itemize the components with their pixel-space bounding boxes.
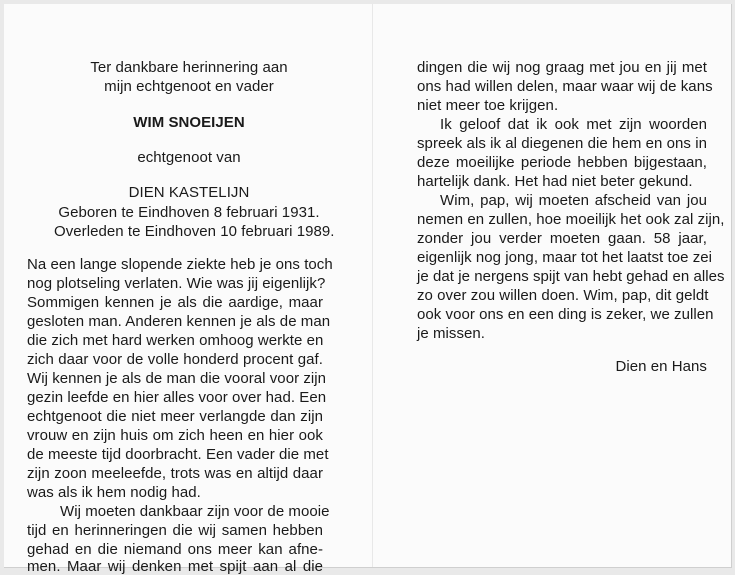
text-line: Wij kennen je als de man die vooral voor zijn	[27, 370, 327, 387]
text-line: zich daar voor de volle honderd procent gaf.	[27, 351, 323, 368]
intro-line-1: Ter dankbare herinnering aan	[90, 59, 288, 76]
text-line: je missen.	[417, 325, 486, 342]
text-line: Ik geloof dat ik ook met zijn woorden	[440, 116, 707, 133]
text-line: Wij moeten dankbaar zijn voor de mooie	[60, 503, 330, 520]
text-line: vrouw en zijn huis om zich heen en hier ook	[27, 427, 323, 444]
text-line: tijd en herinneringen die wij samen hebben	[27, 522, 323, 539]
text-line: was als ik hem nodig had.	[27, 484, 201, 501]
text-line: zo over zou willen doen. Wim, pap, dit geldt	[417, 287, 709, 304]
text-line: men. Maar wij denken met spijt aan al die	[27, 558, 323, 575]
center-fold	[372, 4, 373, 567]
text-line: ook voor ons en een ding is zeker, we zullen	[417, 306, 714, 323]
text-line: Wim, pap, wij moeten afscheid van jou	[440, 192, 707, 209]
birth-line: Geboren te Eindhoven 8 februari 1931.	[58, 204, 320, 221]
text-line: deze moeilijke periode hebben bijgestaan,	[417, 154, 707, 171]
deceased-name: WIM SNOEIJEN	[133, 114, 245, 131]
text-line: spreek als ik al diegenen die hem en ons in	[417, 135, 707, 152]
intro-line-2: mijn echtgenoot en vader	[104, 78, 274, 95]
text-line: echtgenoot die niet meer verlangde dan zijn	[27, 408, 323, 425]
text-line: gezin leefde en hier alles voor over had. Een	[27, 389, 327, 406]
text-line: gesloten man. Anderen kennen je als de man	[27, 313, 331, 330]
spouse-name: DIEN KASTELIJN	[128, 184, 250, 201]
text-line: niet meer toe krijgen.	[417, 97, 559, 114]
text-line: eigenlijk nog jong, maar tot het laatst toe zei	[417, 249, 713, 266]
text-line: de meeste tijd doorbracht. Een vader die met	[27, 446, 329, 463]
relation-text: echtgenoot van	[137, 149, 241, 166]
death-line: Overleden te Eindhoven 10 februari 1989.	[54, 223, 335, 240]
text-line: zijn zoon meeleefde, trots was en altijd daar	[27, 465, 323, 482]
memorial-card	[4, 4, 732, 575]
text-line: gehad en die niemand ons meer kan afne-	[27, 541, 323, 558]
text-line: dingen die wij nog graag met jou en jij met	[417, 59, 707, 76]
signature: Dien en Hans	[615, 358, 707, 375]
text-line: nemen en zullen, hoe moeilijk het ook zal zijn,	[417, 211, 725, 228]
text-line: hartelijk dank. Het had niet beter gekund.	[417, 173, 693, 190]
text-line: nog plotseling verlaten. Wie was jij eigenlijk?	[27, 275, 326, 292]
text-line: ons had willen delen, maar waar wij de kans	[417, 78, 713, 95]
text-line: zonder jou verder moeten gaan. 58 jaar,	[417, 230, 707, 247]
text-line: Sommigen kennen je als die aardige, maar	[27, 294, 323, 311]
text-line: Na een lange slopende ziekte heb je ons toch	[27, 256, 333, 273]
text-line: die zich met hard werken omhoog werkte en	[27, 332, 324, 349]
text-line: je dat je nergens spijt van hebt gehad en alles	[417, 268, 725, 285]
